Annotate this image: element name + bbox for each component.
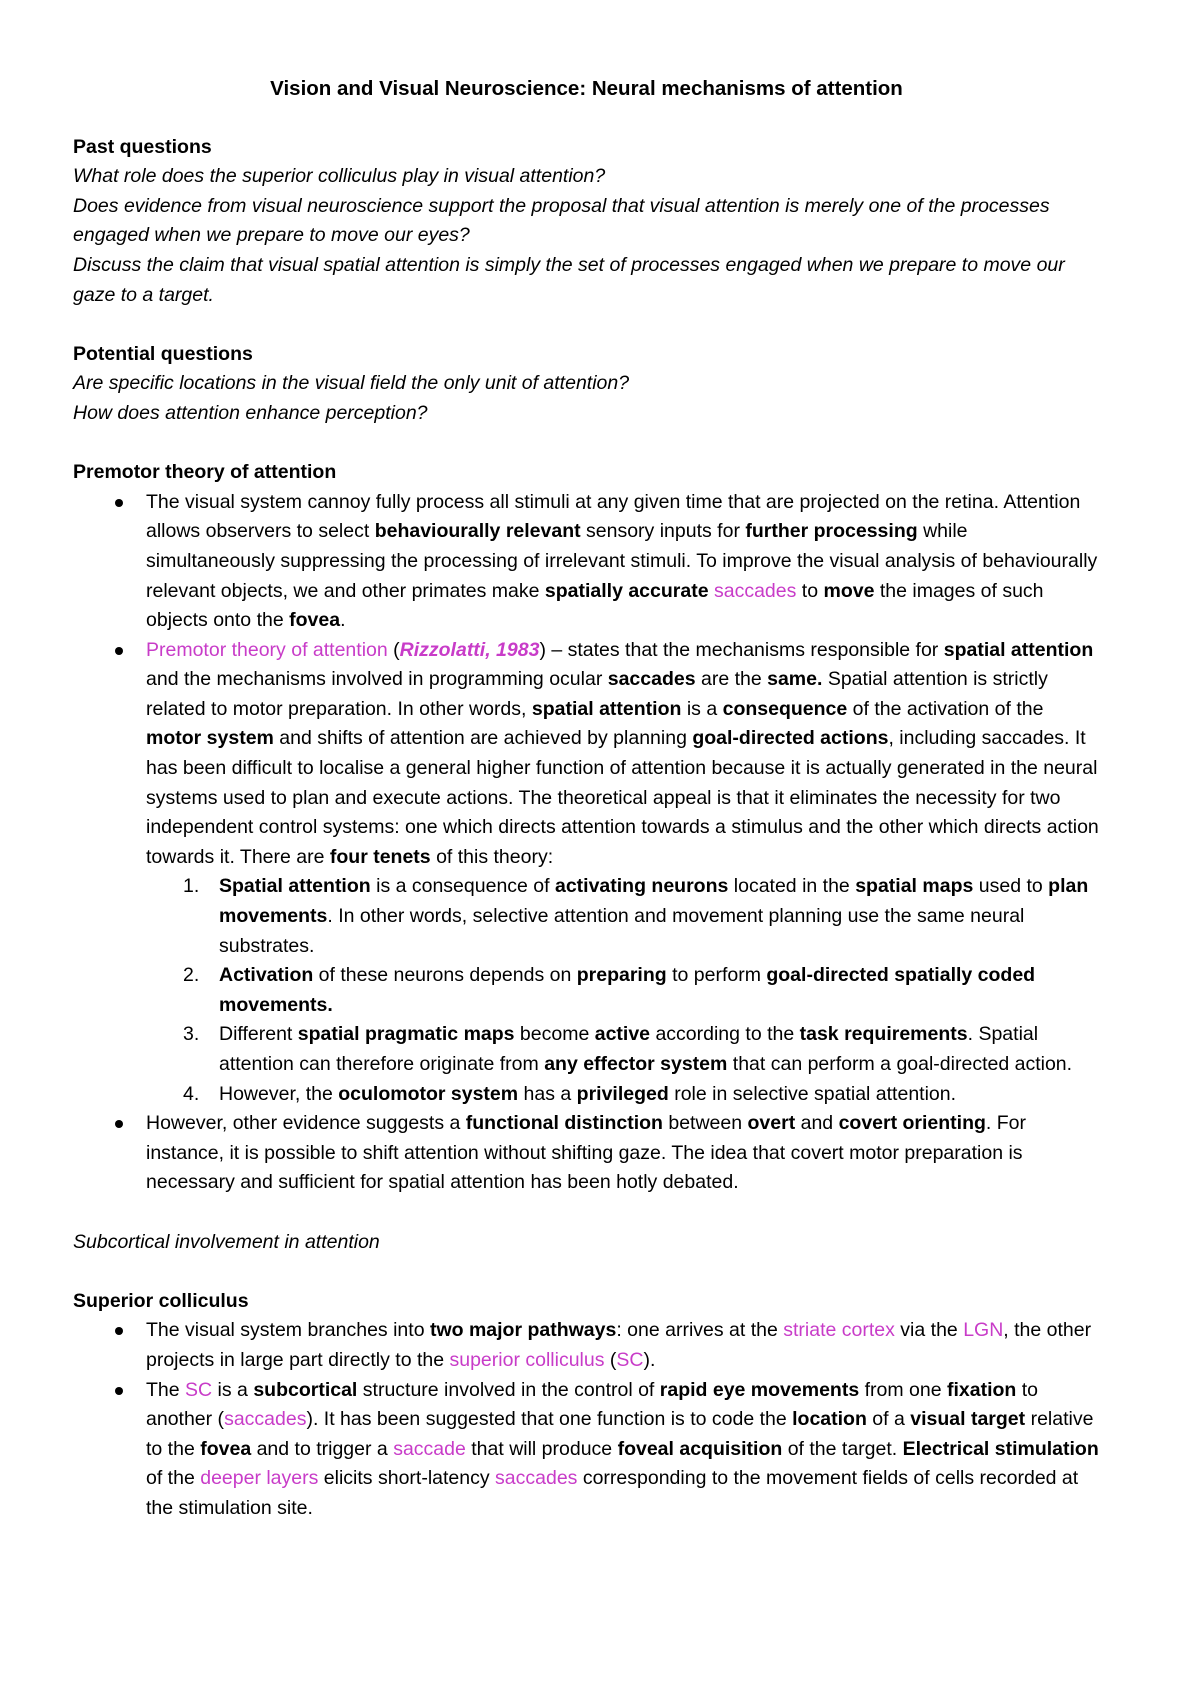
bullet-item: However, other evidence suggests a functional distinction between overt and covert orienting. For instance, it is possible to shift attention without shifting gaze. The idea that covert motor preparation is necessary and sufficient for spatial attention has been hotly debated. bbox=[73, 1109, 1100, 1198]
potential-questions-heading: Potential questions bbox=[73, 342, 253, 365]
past-question: What role does the superior colliculus play in visual attention? bbox=[73, 165, 606, 188]
highlight-term: saccade bbox=[393, 1437, 466, 1460]
sc-bullet-list bbox=[73, 1316, 1100, 1523]
past-question: Does evidence from visual neuroscience support the proposal that visual attention is merely one of the processes engaged when we prepare to move our eyes? bbox=[73, 194, 1050, 247]
premotor-theory-heading: Premotor theory of attention bbox=[73, 461, 337, 484]
past-question: Discuss the claim that visual spatial attention is simply the set of processes engaged when we prepare to move our gaze to a target. bbox=[73, 253, 1065, 306]
citation: Rizzolatti, 1983 bbox=[399, 638, 540, 661]
highlight-term: Premotor theory of attention bbox=[146, 638, 388, 661]
tenet-item: 4. However, the oculomotor system has a privileged role in selective spatial attention. bbox=[183, 1082, 957, 1105]
highlight-term: deeper layers bbox=[200, 1467, 319, 1490]
highlight-term: superior colliculus bbox=[449, 1348, 605, 1371]
superior-colliculus-heading: Superior colliculus bbox=[73, 1289, 249, 1312]
bullet-item: The visual system cannoy fully process all stimuli at any given time that are projected on the retina. Attention allows observers to select behaviourally relevant sensory inputs for further processing while simultaneously suppressing the processing of irrelevant stimuli. To improve the visual analysis of behaviourally relevant objects, we and other primates make spatially accurate saccades to move the images of such objects onto the fovea. bbox=[73, 488, 1100, 636]
document-title: Vision and Visual Neuroscience: Neural mechanisms of attention bbox=[270, 77, 903, 100]
highlight-term: SC bbox=[616, 1348, 644, 1371]
highlight-term: saccades bbox=[224, 1408, 307, 1431]
premotor-bullet-list bbox=[73, 488, 1100, 1198]
tenet-item: 1. Spatial attention is a consequence of activating neurons located in the spatial maps used to plan movements. In other words, selective attention and movement planning use the same neural substrates. bbox=[183, 875, 1089, 957]
potential-question: Are specific locations in the visual field the only unit of attention? bbox=[73, 372, 630, 395]
highlight-term: saccades bbox=[713, 579, 797, 602]
potential-question: How does attention enhance perception? bbox=[73, 401, 428, 424]
subcortical-section-title: Subcortical involvement in attention bbox=[73, 1230, 380, 1253]
highlight-term: SC bbox=[185, 1378, 213, 1401]
bullet-item: Premotor theory of attention (Rizzolatti, 1983) – states that the mechanisms responsible for spatial attention and the mechanisms involved in programming ocular saccades are the same. Spatial attention is strictly related to motor preparation. In other words, spatial attention is a consequence of the activation of the motor system and shifts of attention are achieved by planning goal-directed actions, including saccades. It has been difficult to localise a general higher function of attention because it is actually generated in the neural systems used to plan and execute actions. The theoretical appeal is that it eliminates the necessity for two independent control systems: one which directs attention towards a stimulus and the other which directs action towards it. There are four tenets of this theory: 1. Spatial attention is a consequence of activating neurons located in the spatial maps used to plan movements. In other words, selective attention and movement planning use the same neural substrates. 2. Activation of these neurons depends on preparing to perform goal-directed spatially coded movements. 3. Different spatial pragmatic maps become active according to the task requirements. Spatial attention can therefore originate from any effector system that can perform a goal-directed action. 4. However, the oculomotor system has a privileged role in selective spatial attention. bbox=[73, 636, 1100, 1110]
tenet-item: 2. Activation of these neurons depends on preparing to perform goal-directed spatially coded movements. bbox=[183, 964, 1036, 1016]
tenets-list bbox=[146, 872, 1100, 1109]
bullet-item: The SC is a subcortical structure involved in the control of rapid eye movements from one fixation to another (saccades). It has been suggested that one function is to code the location of a visual target relative to the fovea and to trigger a saccade that will produce foveal acquisition of the target. Electrical stimulation of the deeper layers elicits short-latency saccades corresponding to the movement fields of cells recorded at the stimulation site. bbox=[73, 1376, 1100, 1524]
past-questions-heading: Past questions bbox=[73, 135, 212, 158]
highlight-term: saccades bbox=[495, 1467, 578, 1490]
highlight-term: striate cortex bbox=[783, 1319, 895, 1342]
bullet-item: The visual system branches into two major pathways: one arrives at the striate cortex via the LGN, the other projects in large part directly to the superior colliculus (SC). bbox=[73, 1316, 1100, 1375]
tenet-item: 3. Different spatial pragmatic maps become active according to the task requirements. Spatial attention can therefore originate from any effector system that can perform a goal-directed action. bbox=[183, 1023, 1073, 1075]
highlight-term: LGN bbox=[963, 1319, 1004, 1342]
